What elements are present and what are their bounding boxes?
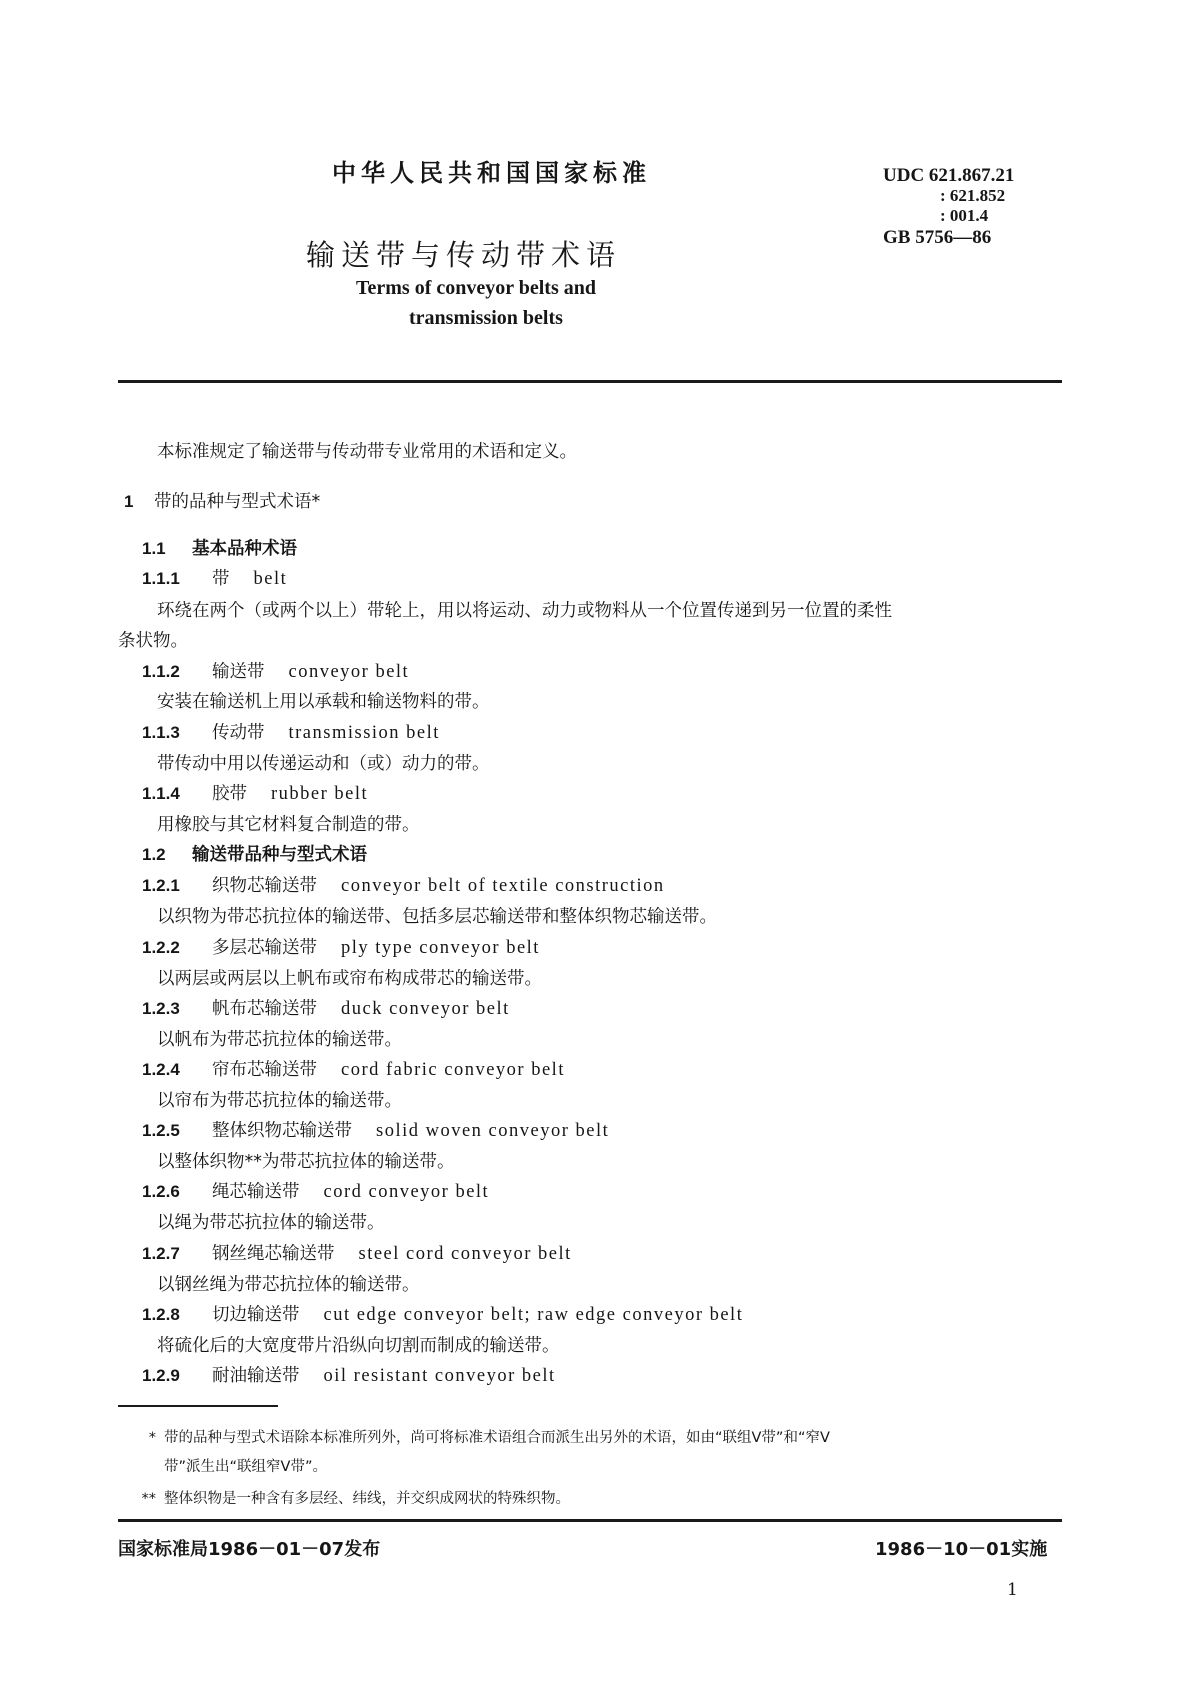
term-1-1-2 xyxy=(142,658,409,683)
footnote-text: 整体织物是一种含有多层经、纬线，并交织成网状的特殊织物。 xyxy=(164,1491,570,1507)
standard-title-en-line1: Terms of conveyor belts and xyxy=(356,277,596,299)
standard-title-en-line2: transmission belts xyxy=(409,307,563,329)
term-1-2-7 xyxy=(142,1240,572,1265)
section-number: 1 xyxy=(124,492,134,511)
term-1-1-4-definition: 用橡胶与其它材料复合制造的带。 xyxy=(157,815,420,835)
term-zh: 整体织物芯输送带 xyxy=(212,1121,352,1141)
term-zh: 绳芯输送带 xyxy=(212,1182,300,1202)
term-en: cord conveyor belt xyxy=(323,1182,490,1202)
term-1-2-5-definition: 以整体织物**为带芯抗拉体的输送带。 xyxy=(157,1152,455,1172)
gb-standard-number: GB 5756—86 xyxy=(883,227,992,248)
term-zh: 钢丝绳芯输送带 xyxy=(212,1244,335,1264)
term-zh: 帆布芯输送带 xyxy=(212,999,317,1019)
term-en: rubber belt xyxy=(271,784,369,804)
issue-date: 国家标准局1986－01－07发布 xyxy=(118,1539,381,1560)
term-1-1-1-definition-line2: 条状物。 xyxy=(118,631,188,651)
term-zh: 传动带 xyxy=(212,723,265,743)
term-en: cord fabric conveyor belt xyxy=(341,1060,565,1080)
page-number: 1 xyxy=(1007,1580,1018,1600)
term-number: 1.1.3 xyxy=(142,723,180,742)
term-en: duck conveyor belt xyxy=(341,999,510,1019)
term-en: cut edge conveyor belt; raw edge conveyor belt xyxy=(323,1305,744,1325)
term-1-2-9 xyxy=(142,1362,556,1387)
term-number: 1.1.2 xyxy=(142,662,180,681)
section-1-heading xyxy=(124,488,320,513)
footnote-1-line2: 带”派生出“联组窄V带”。 xyxy=(164,1459,327,1475)
term-en: ply type conveyor belt xyxy=(341,938,540,958)
effective-date: 1986－10－01实施 xyxy=(875,1539,1048,1560)
term-number: 1.2.4 xyxy=(142,1060,180,1079)
term-en: solid woven conveyor belt xyxy=(376,1121,610,1141)
term-1-1-2-definition: 安装在输送机上用以承载和输送物料的带。 xyxy=(157,692,490,712)
section-number: 1.2 xyxy=(142,845,166,864)
term-zh: 胶带 xyxy=(212,784,247,804)
section-title: 基本品种术语 xyxy=(192,539,297,559)
term-1-2-8 xyxy=(142,1301,743,1326)
term-1-2-1-definition: 以织物为带芯抗拉体的输送带、包括多层芯输送带和整体织物芯输送带。 xyxy=(157,907,717,927)
udc-code-line3: : 001.4 xyxy=(940,206,989,225)
term-number: 1.2.2 xyxy=(142,938,180,957)
section-1-2-heading xyxy=(142,841,367,866)
term-zh: 多层芯输送带 xyxy=(212,938,317,958)
term-1-2-6-definition: 以绳为带芯抗拉体的输送带。 xyxy=(157,1213,385,1233)
term-number: 1.1.4 xyxy=(142,784,180,803)
term-1-2-7-definition: 以钢丝绳为带芯抗拉体的输送带。 xyxy=(157,1275,420,1295)
footnote-2 xyxy=(128,1487,570,1508)
term-1-2-5 xyxy=(142,1117,609,1142)
term-zh: 耐油输送带 xyxy=(212,1366,300,1386)
term-1-1-3 xyxy=(142,719,440,744)
term-en: belt xyxy=(253,569,288,589)
term-en: conveyor belt of textile construction xyxy=(341,876,665,896)
footnote-marker: * xyxy=(148,1430,156,1446)
udc-code-line2: : 621.852 xyxy=(940,186,1006,205)
intro-paragraph: 本标准规定了输送带与传动带专业常用的术语和定义。 xyxy=(157,442,577,462)
term-en: oil resistant conveyor belt xyxy=(323,1366,556,1386)
footnote-1-line1 xyxy=(128,1426,830,1447)
term-1-1-1 xyxy=(142,565,287,590)
term-number: 1.2.1 xyxy=(142,876,180,895)
section-title: 带的品种与型式术语* xyxy=(154,492,321,512)
term-1-2-6 xyxy=(142,1178,489,1203)
term-1-1-1-definition-line1: 环绕在两个（或两个以上）带轮上，用以将运动、动力或物料从一个位置传递到另一位置的柔性 xyxy=(157,601,892,621)
term-zh: 帘布芯输送带 xyxy=(212,1060,317,1080)
term-number: 1.2.3 xyxy=(142,999,180,1018)
standard-organization: 中华人民共和国国家标准 xyxy=(332,159,651,187)
standard-title-zh: 输送带与传动带术语 xyxy=(306,238,622,272)
term-number: 1.2.7 xyxy=(142,1244,180,1263)
section-1-1-heading xyxy=(142,535,297,560)
section-number: 1.1 xyxy=(142,539,166,558)
term-number: 1.2.8 xyxy=(142,1305,180,1324)
term-number: 1.1.1 xyxy=(142,569,180,588)
term-1-2-4-definition: 以帘布为带芯抗拉体的输送带。 xyxy=(157,1091,402,1111)
udc-code-line1: UDC 621.867.21 xyxy=(883,165,1015,186)
footnote-marker: ** xyxy=(141,1491,156,1507)
term-zh: 带 xyxy=(212,569,230,589)
term-1-2-3-definition: 以帆布为带芯抗拉体的输送带。 xyxy=(157,1030,402,1050)
term-1-2-4 xyxy=(142,1056,565,1081)
section-title: 输送带品种与型式术语 xyxy=(192,845,367,865)
term-1-2-2-definition: 以两层或两层以上帆布或帘布构成带芯的输送带。 xyxy=(157,969,542,989)
term-1-1-3-definition: 带传动中用以传递运动和（或）动力的带。 xyxy=(157,754,490,774)
term-number: 1.2.9 xyxy=(142,1366,180,1385)
footnote-text: 带的品种与型式术语除本标准所列外，尚可将标准术语组合而派生出另外的术语，如由“联组V带”和“窄V xyxy=(164,1430,830,1446)
term-zh: 织物芯输送带 xyxy=(212,876,317,896)
term-zh: 切边输送带 xyxy=(212,1305,300,1325)
term-number: 1.2.5 xyxy=(142,1121,180,1140)
term-1-1-4 xyxy=(142,780,368,805)
term-en: steel cord conveyor belt xyxy=(358,1244,572,1264)
term-1-2-1 xyxy=(142,872,665,897)
term-en: conveyor belt xyxy=(288,662,410,682)
term-number: 1.2.6 xyxy=(142,1182,180,1201)
term-en: transmission belt xyxy=(288,723,440,743)
term-1-2-3 xyxy=(142,995,510,1020)
term-1-2-2 xyxy=(142,934,540,959)
term-1-2-8-definition: 将硫化后的大宽度带片沿纵向切割而制成的输送带。 xyxy=(157,1336,560,1356)
footnote-divider xyxy=(118,1405,278,1407)
footer-divider xyxy=(118,1519,1062,1522)
term-zh: 输送带 xyxy=(212,662,265,682)
header-divider xyxy=(118,380,1062,383)
